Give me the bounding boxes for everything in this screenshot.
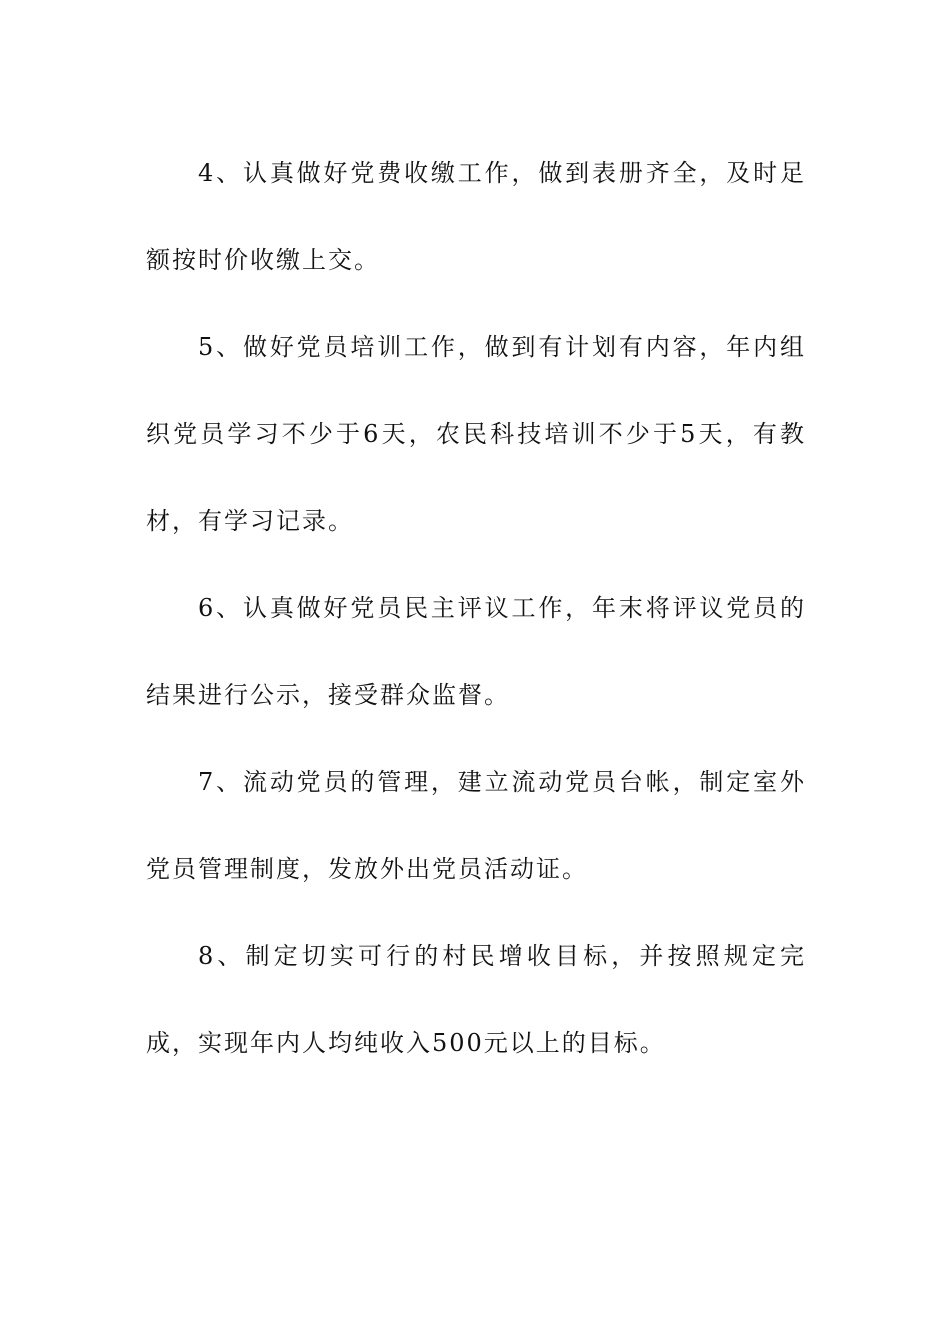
paragraph-item-6: 6、认真做好党员民主评议工作，年末将评议党员的结果进行公示，接受群众监督。 xyxy=(146,594,806,709)
paragraph-item-8: 8、制定切实可行的村民增收目标，并按照规定完成，实现年内人均纯收入500元以上的目标。 xyxy=(146,942,806,1057)
paragraph-item-4: 4、认真做好党费收缴工作，做到表册齐全，及时足额按时价收缴上交。 xyxy=(146,159,806,274)
paragraph-item-7: 7、流动党员的管理，建立流动党员台帐，制定室外党员管理制度，发放外出党员活动证。 xyxy=(146,768,806,883)
paragraph-item-5: 5、做好党员培训工作，做到有计划有内容，年内组织党员学习不少于6天，农民科技培训不少于5天，有教材，有学习记录。 xyxy=(146,333,806,535)
document-body xyxy=(146,130,806,1087)
